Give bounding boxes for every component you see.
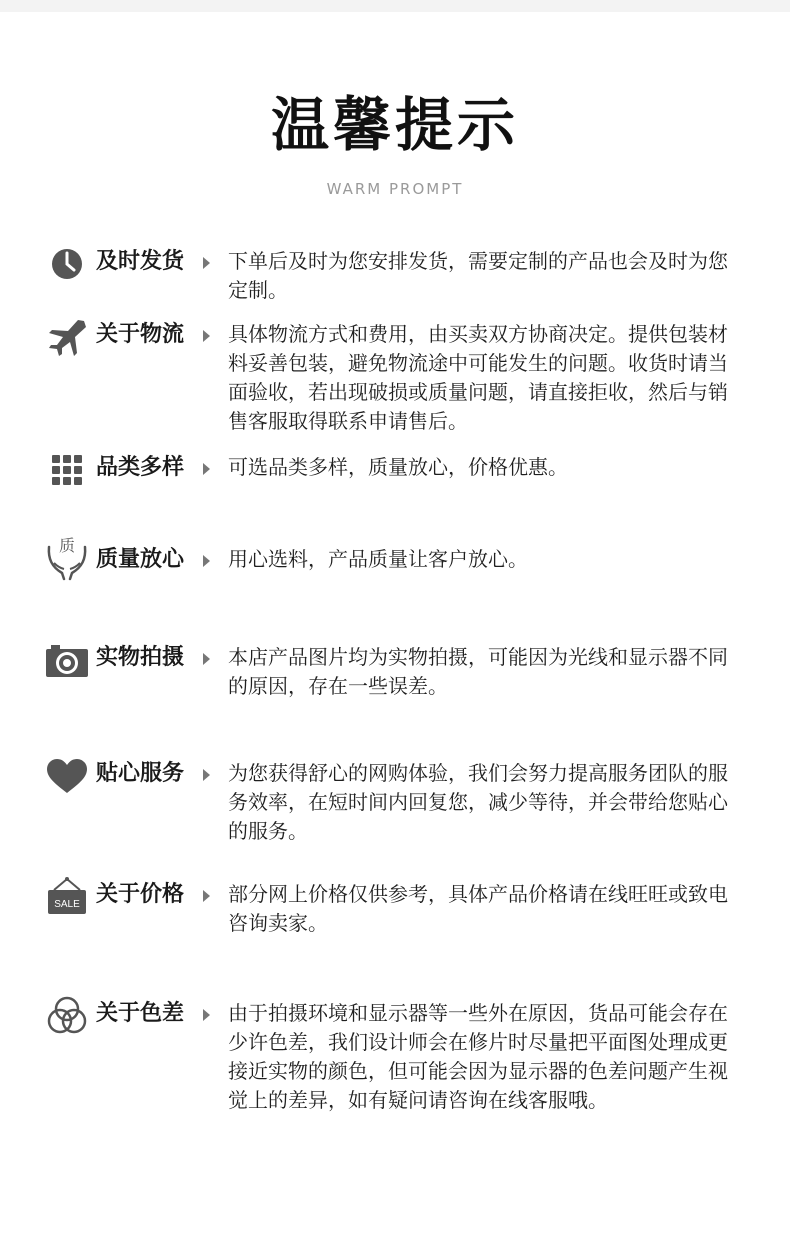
top-band [0,0,790,12]
item-title: 及时发货 [96,249,185,274]
item-text: 由于拍摄环境和显示器等一些外在原因，货品可能会存在少许色差，我们设计师会在修片时尽量把平面图处理成更接近实物的颜色，但可能会因为显示器的色差问题产生视觉上的差异，如有疑问请咨询在线客服哦。 [228,1001,728,1112]
arrow-icon [203,463,210,475]
item-title: 实物拍摄 [96,645,185,670]
heart-icon [44,755,90,797]
item-text: 下单后及时为您安排发货，需要定制的产品也会及时为您定制。 [228,249,728,302]
item-title: 关于价格 [96,882,185,907]
item-title: 品类多样 [96,455,185,480]
item-text: 部分网上价格仅供参考，具体产品价格请在线旺旺或致电咨询卖家。 [228,882,728,935]
arrow-icon [203,555,210,567]
arrow-icon [203,257,210,269]
sale-sign-icon [44,876,90,918]
page-title: 温馨提示 [270,91,519,159]
color-circles-icon [44,995,90,1037]
quality-label: 质 [58,536,76,555]
arrow-icon [203,1009,210,1021]
camera-icon [44,639,90,681]
sale-label: SALE [54,899,80,910]
item-text: 具体物流方式和费用，由买卖双方协商决定。提供包装材料妥善包装，避免物流途中可能发生的问题。收货时请当面验收，若出现破损或质量问题，请直接拒收，然后与销售客服取得联系申请售后。 [228,322,728,433]
arrow-icon [203,769,210,781]
item-text: 用心选料，产品质量让客户放心。 [228,547,528,571]
item-title: 关于色差 [96,1001,185,1026]
item-title: 关于物流 [96,322,185,347]
item-text: 本店产品图片均为实物拍摄，可能因为光线和显示器不同的原因，存在一些误差。 [228,645,728,698]
airplane-icon [44,316,90,358]
arrow-icon [203,330,210,342]
item-title: 质量放心 [96,547,185,572]
arrow-icon [203,890,210,902]
arrow-icon [203,653,210,665]
grid-icon [44,449,90,491]
item-title: 贴心服务 [96,761,185,786]
clock-icon [44,243,90,285]
item-text: 为您获得舒心的网购体验，我们会努力提高服务团队的服务效率，在短时间内回复您，减少等待，并会带给您贴心的服务。 [228,761,728,843]
quality-hands-icon [44,533,90,583]
item-text: 可选品类多样，质量放心，价格优惠。 [228,455,568,479]
page-subtitle: WARM PROMPT [326,180,464,198]
